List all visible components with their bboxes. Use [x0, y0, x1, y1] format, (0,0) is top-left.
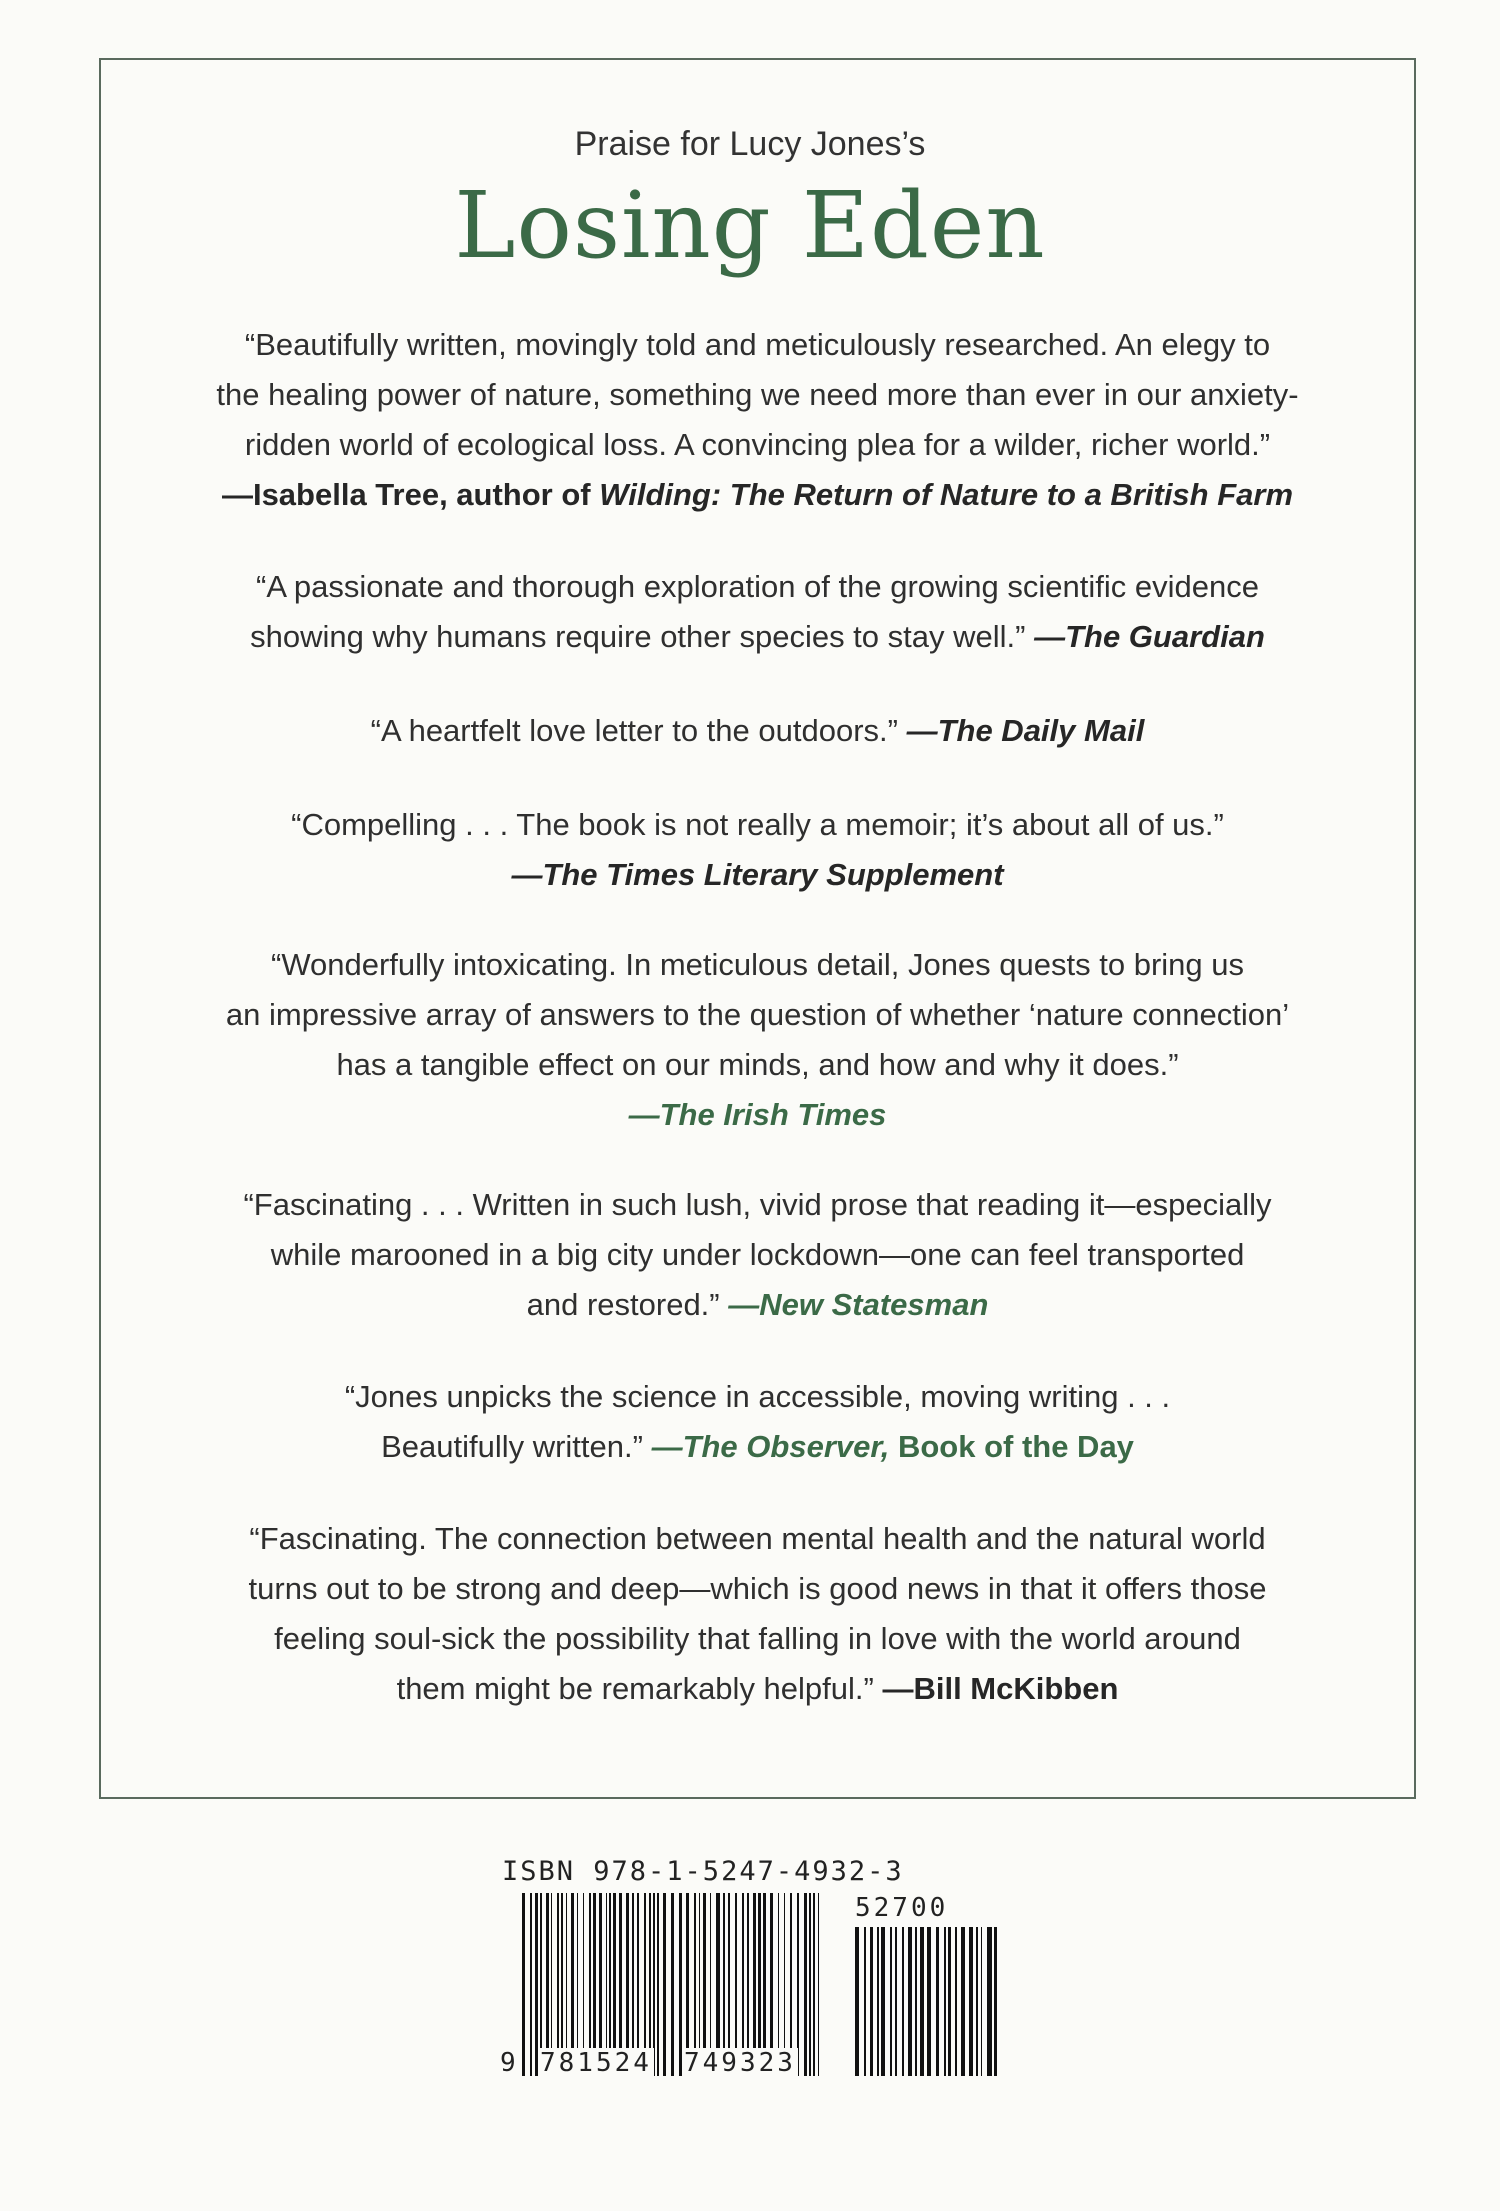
quote-line: “Wonderfully intoxicating. In meticulous detail, Jones quests to bring us — [271, 947, 1244, 982]
quote-attribution-detail: Book of the Day — [889, 1429, 1134, 1464]
barcode-bar — [890, 1927, 892, 2076]
quote-line: “Fascinating . . . Written in such lush, vivid prose that reading it—especially — [243, 1187, 1272, 1222]
isbn-label: ISBN 978-1-5247-4932-3 — [502, 1856, 904, 1887]
quote-line: an impressive array of answers to the question of whether ‘nature connection’ — [225, 997, 1290, 1032]
attribution-book-title: Wilding: The Return of Nature to a British Farm — [599, 477, 1294, 512]
barcode-bar — [969, 1927, 972, 2076]
barcode-bar — [522, 1893, 525, 2076]
barcode-bar — [915, 1927, 918, 2076]
quote-observer — [150, 1372, 1365, 1472]
barcode-bar — [864, 1927, 866, 2076]
quote-text: and restored.” — [526, 1287, 729, 1322]
praise-line: Praise for Lucy Jones’s — [574, 125, 926, 163]
quote-line — [150, 1422, 1365, 1472]
barcode-bar — [870, 1927, 873, 2076]
quote-guardian — [150, 562, 1365, 662]
quote-line: turns out to be strong and deep—which is good news in that it offers those — [248, 1571, 1267, 1606]
quote-line: the healing power of nature, something we need more than ever in our anxiety- — [216, 377, 1299, 412]
quote-attribution: —The Guardian — [1034, 619, 1265, 654]
barcode-right-digits: 749323 — [684, 2048, 796, 2078]
book-title: Losing Eden — [454, 172, 1046, 279]
quote-line: “Compelling . . . The book is not really a memoir; it’s about all of us.” — [291, 807, 1224, 842]
barcode-bar — [920, 1927, 923, 2076]
quote-tls — [150, 800, 1365, 900]
barcode-bar — [895, 1927, 897, 2076]
quote-text: showing why humans require other species to stay well.” — [250, 619, 1035, 654]
quote-attribution: —New Statesman — [728, 1287, 989, 1322]
barcode-bar — [955, 1927, 957, 2076]
quote-new-statesman — [150, 1180, 1365, 1330]
quote-line — [150, 706, 1365, 756]
quote-line — [150, 1664, 1365, 1714]
quote-attribution: —Bill McKibben — [882, 1671, 1119, 1706]
barcode-bar — [657, 1893, 658, 2076]
quote-text: Beautifully written.” — [381, 1429, 652, 1464]
barcode-bar — [530, 1893, 531, 2076]
barcode-bar — [944, 1927, 947, 2076]
barcode-bar — [813, 1893, 814, 2076]
barcode-bar — [927, 1927, 931, 2076]
barcode-bar — [936, 1927, 939, 2076]
barcode-bar — [948, 1927, 951, 2076]
barcode-bar — [987, 1927, 991, 2076]
barcode-bar — [804, 1893, 807, 2076]
barcode-bar — [976, 1927, 978, 2076]
quote-bill-mckibben — [150, 1514, 1365, 1714]
addon-digits: 52700 — [855, 1893, 949, 1923]
quote-line: has a tangible effect on our minds, and how and why it does.” — [336, 1047, 1179, 1082]
quote-line — [150, 612, 1365, 662]
quote-line: ridden world of ecological loss. A convincing plea for a wilder, richer world.” — [244, 427, 1271, 462]
quote-line: “Beautifully written, movingly told and meticulously researched. An elegy to — [244, 327, 1271, 362]
quote-attribution — [150, 470, 1365, 520]
barcode-bar — [671, 1893, 674, 2076]
quote-line — [150, 1280, 1365, 1330]
quote-attribution: —The Daily Mail — [906, 713, 1145, 748]
addon-bars — [855, 1927, 1000, 2076]
barcode-bar — [961, 1927, 965, 2076]
barcode-bar — [981, 1927, 983, 2076]
quote-line: “Jones unpicks the science in accessible, moving writing . . . — [344, 1379, 1171, 1414]
barcode-bar — [855, 1927, 859, 2076]
barcode-bar — [994, 1927, 997, 2076]
quote-irish-times — [150, 940, 1365, 1140]
barcode-bar — [809, 1893, 811, 2076]
quote-text: “A heartfelt love letter to the outdoors.” — [370, 713, 907, 748]
barcode-lead-digit: 9 — [500, 2048, 519, 2078]
barcode-bar — [881, 1927, 885, 2076]
barcode-bar — [877, 1927, 879, 2076]
attribution-prefix: —Isabella Tree, author of — [221, 477, 600, 512]
quote-line: while marooned in a big city under lockdown—one can feel transported — [270, 1237, 1245, 1272]
quote-text: them might be remarkably helpful.” — [396, 1671, 883, 1706]
barcode-left-digits: 781524 — [540, 2048, 652, 2078]
quote-line: feeling soul-sick the possibility that falling in love with the world around — [274, 1621, 1241, 1656]
quote-attribution: —The Times Literary Supplement — [511, 857, 1004, 892]
quote-attribution: —The Irish Times — [628, 1097, 887, 1132]
barcode-bar — [663, 1893, 666, 2076]
quote-line: “Fascinating. The connection between mental health and the natural world — [249, 1521, 1266, 1556]
barcode-bar — [908, 1927, 911, 2076]
quote-line: “A passionate and thorough exploration of the growing scientific evidence — [256, 569, 1259, 604]
barcode-bar — [902, 1927, 905, 2076]
barcode-bar — [818, 1893, 819, 2076]
quote-attribution-source: —The Observer, — [651, 1429, 890, 1464]
quote-isabella-tree — [150, 320, 1365, 520]
quote-daily-mail — [150, 706, 1365, 756]
